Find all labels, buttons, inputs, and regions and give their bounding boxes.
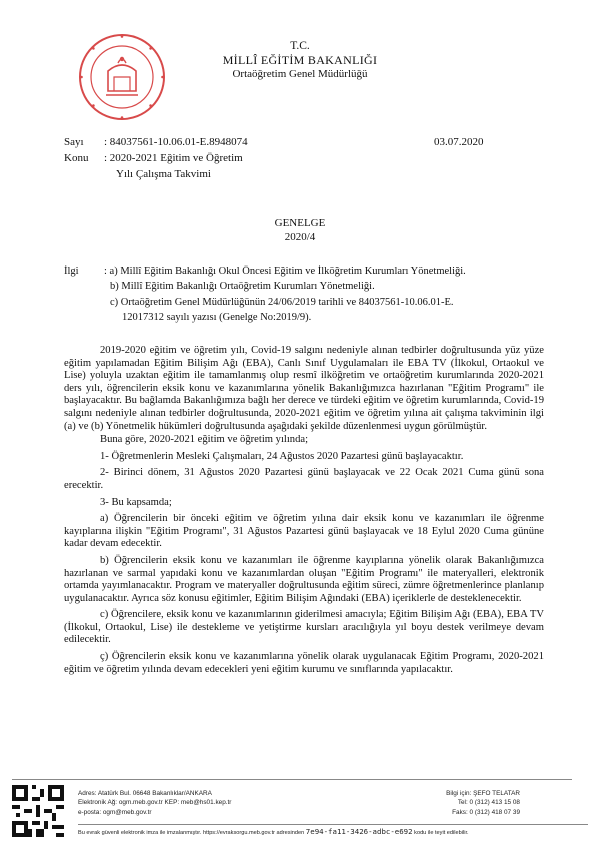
document-date: 03.07.2020 (434, 136, 484, 148)
ilgi-c-line2: 12017312 sayılı yazısı (Genelge No:2019/9). (122, 312, 312, 323)
body-item-1: 1- Öğretmenlerin Mesleki Çalışmaları, 24 Ağustos 2020 Pazartesi günü başlayacaktır. (100, 450, 464, 462)
footer-info-contact: Bilgi için: ŞEFO TELATAR (446, 790, 520, 797)
footer-verification (78, 824, 588, 837)
ilgi-b: b) Millî Eğitim Bakanlığı Ortaöğretim Kurumları Yönetmeliği. (110, 281, 375, 292)
body-paragraph-buna-gore: Buna göre, 2020-2021 eğitim ve öğretim yılında; (100, 434, 309, 446)
footer-divider (12, 779, 572, 780)
ilgi-c-line1: c) Ortaöğretim Genel Müdürlüğünün 24/06/2019 tarihli ve 84037561-10.06.01-E. (110, 297, 454, 308)
sayi-value: : 84037561-10.06.01-E.8948074 (104, 136, 248, 148)
body-item-3a: a) Öğrencilerin bir önceki eğitim ve öğretim yılına dair eksik konu ve kazanımları ile öğrenme kayıplarına ilişkin "Eğitim Programı", 31 Ağustos Pazartesi günü başlayacak ve 18 Eylul 2020 Cuma gününe kadar devam edecektir. (64, 513, 544, 550)
genelge-number: 2020/4 (284, 231, 316, 243)
document-type-title: GENELGE (274, 217, 326, 229)
body-paragraph-intro: 2019-2020 eğitim ve öğretim yılı, Covid-19 salgını nedeniyle alınan tedbirler doğrultusunda yüz yüze eğitim yapılamadan Eğitim Bilişim Ağı (EBA), Canlı Sınıf Uygulamaları ile EBA TV (İlkokul, Ortaokul ve Lise) yoluyla uzaktan eğitim ile tamamlanmış olup resmî ilköğretim ve ortaöğretim kurumlarında 2020-2021 ders yılı, öğrencilerin eksik konu ve kazanımlarına yönelik Bakanlığımızca hazırlanan "Eğitim Programı" ile başlayacaktır. Bu bağlamda Bakanlığımıza bağlı her derece ve türdeki eğitim ve öğretim kurumlarında, Covid-19 salgını nedeniyle alınan tedbirler doğrultusunda, 2020-2021 eğitim ve öğretim yılına ait çalışma takviminin ilgi (a) ve (b) Yönetmelik hükümleri doğrultusunda aşağıdaki şekilde düzenlenmesi uygun görülmüştür. (64, 345, 544, 432)
body (64, 345, 544, 676)
header-directorate: Ortaöğretim Genel Müdürlüğü (232, 68, 368, 80)
footer-fax: Faks: 0 (312) 418 07 39 (452, 809, 520, 816)
konu-value-line2: Yılı Çalışma Takvimi (116, 168, 211, 180)
verification-prefix: Bu evrak güvenli elektronik imza ile imzalanmıştır. https://evraksorgu.meb.gov.tr adresinden (78, 830, 305, 836)
ilgi-a: : a) Millî Eğitim Bakanlığı Okul Öncesi Eğitim ve İlköğretim Kurumları Yönetmeliği. (104, 266, 466, 277)
body-item-3c-cedilla: ç) Öğrencilerin eksik konu ve kazanımlarına yönelik olarak uygulanacak Eğitim Programı, 2020-2021 eğitim ve öğretim yılında devam edecekleri yeni eğitim kurumu ve sınıflarında yapılacaktır. (64, 651, 544, 675)
body-item-3: 3- Bu kapsamda; (100, 496, 172, 508)
footer-phone: Tel: 0 (312) 413 15 08 (457, 799, 520, 806)
footer-electronic-network: Elektronik Ağ: ogm.meb.gov.tr KEP: meb@hs01.kep.tr (78, 799, 232, 806)
footer-email: e-posta: ogm@meb.gov.tr (78, 809, 152, 816)
qr-code (12, 785, 64, 837)
ilgi-label: İlgi (64, 266, 79, 277)
konu-value: : 2020-2021 Eğitim ve Öğretim (104, 152, 243, 164)
header-ministry: MİLLÎ EĞİTİM BAKANLIĞI (222, 53, 378, 67)
header-tc: T.C. (290, 40, 310, 52)
sayi-label: Sayı (64, 136, 84, 148)
verification-suffix: kodu ile teyit edilebilir. (414, 830, 469, 836)
footer-address: Adres: Atatürk Bul. 06648 Bakanlıklar/ANKARA (78, 790, 212, 797)
konu-label: Konu (64, 152, 89, 164)
body-item-2: 2- Birinci dönem, 31 Ağustos 2020 Pazartesi günü başlayacak ve 22 Ocak 2021 Cuma günü sona erecektir. (64, 467, 544, 491)
body-item-3b: b) Öğrencilerin eksik konu ve kazanımları ile öğrenme kayıplarına yönelik olarak Bakanlığımızca hazırlanan ve sarmal yapıdaki konu ve kazanımlardan oluşan "Eğitim Programı" ile materyalleri, elektronik ortamda yayımlanacaktır. Program ve materyaller doğrultusunda eğitim süreci, zümre öğretmenlerince planlanıp uygulanacaktır. Ayrıca söz konusu eğitimler, Eğitim Bilişim Ağındaki (EBA) içeriklerle de desteklenecektir. (64, 554, 544, 604)
ministry-seal (78, 33, 166, 121)
body-item-3c: c) Öğrencilere, eksik konu ve kazanımlarının giderilmesi amacıyla; Eğitim Bilişim Ağı (EBA), EBA TV (İlkokul, Ortaokul, Lise) ile destekleme ve yetiştirme kursları aracılığıyla yıl boyu destek verilmeye devam edilecektir. (64, 609, 544, 646)
verification-code: 7e94-fa11-3426-adbc-e692 (305, 827, 413, 836)
